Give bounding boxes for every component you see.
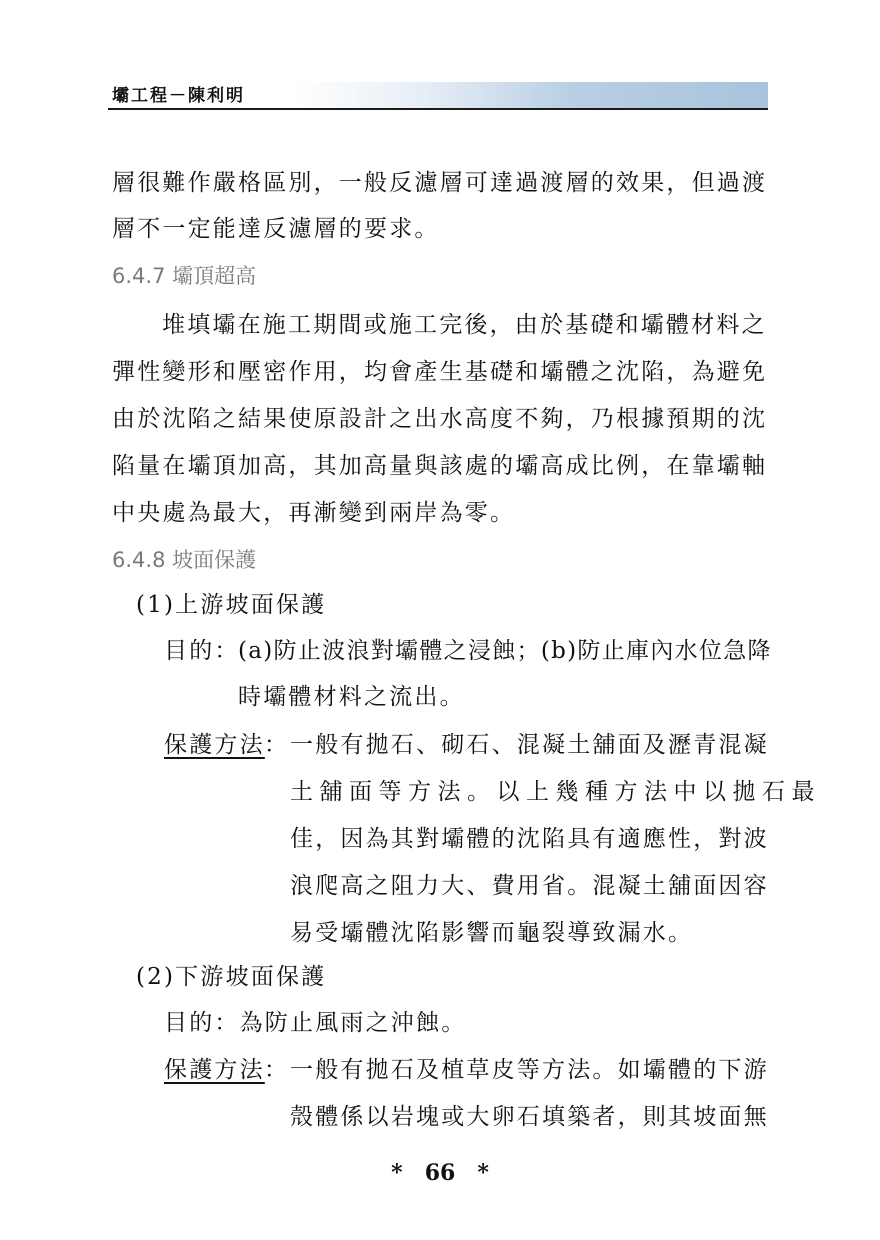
text-line: 層不一定能達反濾層的要求。 — [112, 216, 440, 242]
method-text: 浪爬高之阻力大、費用省。混凝土舖面因容 — [290, 873, 769, 899]
footer-star-right: * — [477, 1160, 489, 1186]
subsection-title: (2)下游坡面保護 — [136, 964, 327, 990]
method-text: 土舖面等方法。以上幾種方法中以拋石最 — [290, 779, 821, 805]
purpose-text: (a)防止波浪對壩體之浸蝕；(b)防止庫內水位急降 — [238, 638, 772, 664]
text-line: 由於沈陷之結果使原設計之出水高度不夠，乃根據預期的沈 — [112, 406, 768, 432]
page-number: 66 — [424, 1160, 456, 1186]
purpose-label: 目的： — [164, 638, 240, 664]
section-heading: 6.4.7 壩頂超高 — [112, 264, 257, 288]
text-line: 堆填壩在施工期間或施工完後，由於基礎和壩體材料之 — [162, 312, 767, 338]
text-line: 層很難作嚴格區別，一般反濾層可達過渡層的效果，但過渡 — [112, 170, 768, 196]
method-label: 保護方法 — [164, 1057, 265, 1083]
method-text: 殼體係以岩塊或大卵石填築者，則其坡面無 — [290, 1104, 769, 1130]
footer-star-left: * — [391, 1160, 403, 1186]
method-text: 一般有拋石及植草皮等方法。如壩體的下游 — [290, 1057, 769, 1083]
method-label: 保護方法 — [164, 732, 265, 758]
subsection-title: (1)上游坡面保護 — [136, 592, 327, 618]
text-line: 陷量在壩頂加高，其加高量與該處的壩高成比例，在靠壩軸 — [112, 453, 768, 479]
text-line: 中央處為最大，再漸變到兩岸為零。 — [112, 500, 516, 526]
method-text: 易受壩體沈陷影響而龜裂導致漏水。 — [290, 920, 694, 946]
method-text: 一般有拋石、砌石、混凝土舖面及瀝青混凝 — [290, 732, 769, 758]
purpose-line: 目的：為防止風雨之沖蝕。 — [164, 1010, 467, 1036]
page-footer — [0, 1160, 880, 1186]
method-colon: ： — [264, 1057, 290, 1083]
method-colon: ： — [264, 732, 290, 758]
text-line: 彈性變形和壓密作用，均會產生基礎和壩體之沈陷，為避免 — [112, 359, 768, 385]
section-heading: 6.4.8 坡面保護 — [112, 548, 257, 572]
purpose-text: 時壩體材料之流出。 — [238, 684, 465, 710]
method-text: 佳，因為其對壩體的沈陷具有適應性，對波 — [290, 826, 769, 852]
running-header-title: 壩工程－陳利明 — [112, 86, 245, 106]
